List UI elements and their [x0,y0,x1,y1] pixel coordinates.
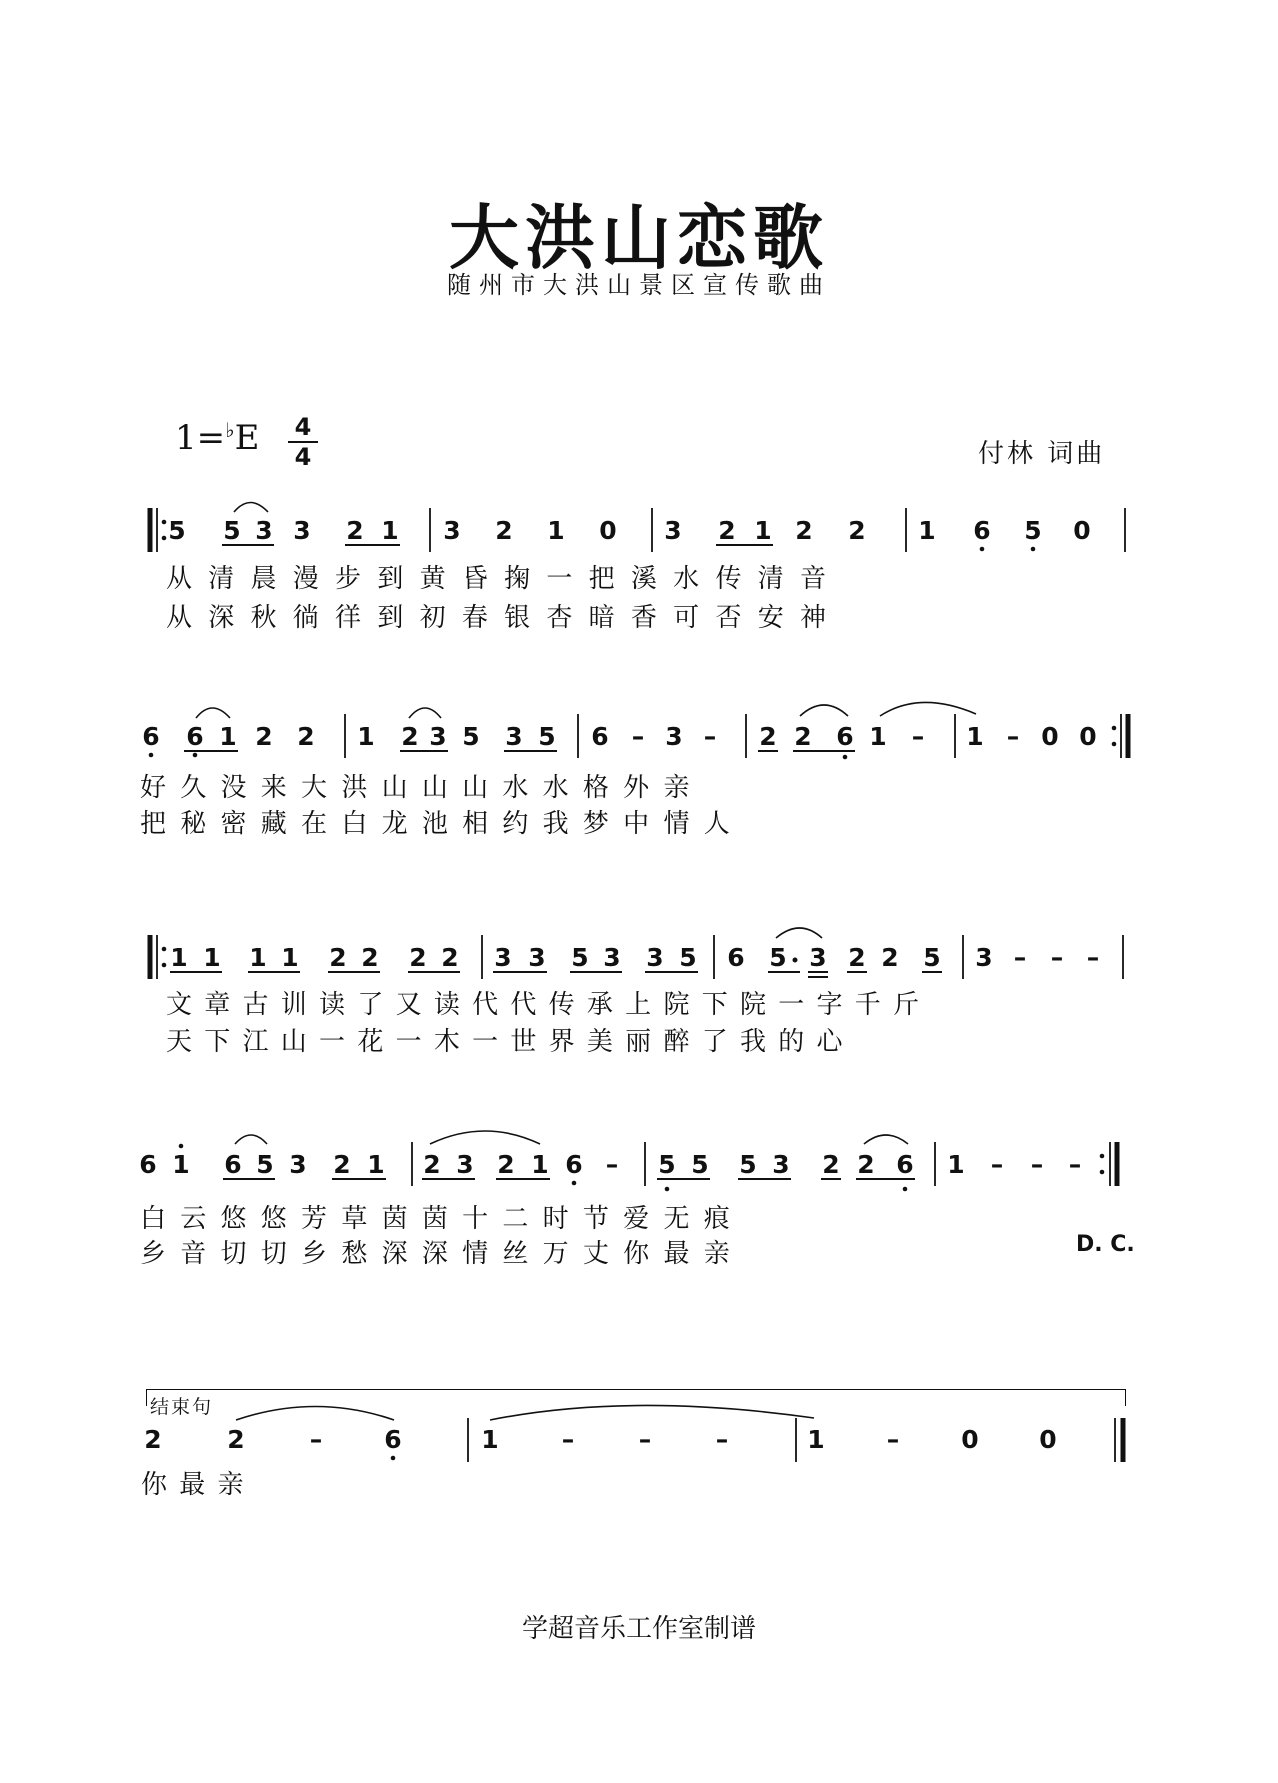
note: – [715,1425,729,1454]
key-note: E [234,418,260,458]
composer-credit: 付林 词曲 [978,439,1106,469]
note: 3 [975,943,993,972]
note: 1 [807,1425,825,1454]
lyric-line: 乡 音 切 切 乡 愁 深 深 情 丝 万 丈 你 最 亲 [140,1239,733,1269]
note: 2 [255,722,273,751]
note: 6 [896,1150,914,1179]
note: 5 [571,943,589,972]
note: 3 [603,943,621,972]
note: 6 [142,722,160,751]
note: 5 [256,1150,274,1179]
slur [235,1135,267,1144]
note: 1 [367,1150,385,1179]
repeat-dot [162,520,167,525]
system-2-notes [142,702,1128,759]
note: 3 [665,722,683,751]
lyric-line: 天 下 江 山 一 花 一 木 一 世 界 美 丽 醉 了 我 的 心 [166,1027,845,1057]
note: 5 [462,722,480,751]
da-capo-mark: D. C. [1076,1232,1135,1257]
slur [236,1407,394,1421]
low-octave-dot [843,755,848,760]
low-octave-dot [980,547,985,552]
lyric-line: 白 云 悠 悠 芳 草 茵 茵 十 二 时 节 爱 无 痕 [140,1204,733,1234]
note: 1 [481,1425,499,1454]
note: 2 [144,1425,162,1454]
time-signature-top: 4 [294,413,312,441]
note: 2 [423,1150,441,1179]
note: 5 [923,943,941,972]
repeat-dot [162,947,167,952]
note: 1 [203,943,221,972]
system-3-notes [150,928,1123,979]
note: 6 [224,1150,242,1179]
system-4-notes [139,1131,1117,1191]
note: 6 [565,1150,583,1179]
note: 3 [443,516,461,545]
note: – [638,1425,652,1454]
note: 1 [170,943,188,972]
note: 2 [497,1150,515,1179]
slur [196,708,230,718]
note: 1 [381,516,399,545]
note: 2 [795,516,813,545]
note: 6 [186,722,204,751]
low-octave-dot [149,753,154,758]
note: 3 [293,516,311,545]
note: 0 [1041,722,1059,751]
note: 5 [1024,516,1042,545]
slur [430,1131,540,1144]
low-octave-dot [391,1456,396,1461]
note: 1 [869,722,887,751]
note: 2 [718,516,736,545]
note: 2 [759,722,777,751]
note: 2 [227,1425,245,1454]
ending-notes [144,1405,1123,1462]
note: 0 [1073,516,1091,545]
note: 1 [531,1150,549,1179]
tie [490,1405,814,1420]
note: 2 [848,516,866,545]
note: – [309,1425,323,1454]
low-octave-dot [193,753,198,758]
note: – [911,722,925,751]
note: 5 [769,943,787,972]
note: – [605,1150,619,1179]
note: 2 [297,722,315,751]
slur [864,1135,908,1144]
note: 3 [429,722,447,751]
tie [880,702,976,716]
note: 2 [857,1150,875,1179]
low-octave-dot [903,1187,908,1192]
slur [234,503,268,513]
note: 6 [973,516,991,545]
note: – [990,1150,1004,1179]
note: 1 [754,516,772,545]
note: – [886,1425,900,1454]
note: 2 [329,943,347,972]
note: 1 [947,1150,965,1179]
high-octave-dot [179,1144,184,1149]
note: 3 [772,1150,790,1179]
flat-icon: ♭ [225,418,235,442]
augmentation-dot [793,958,798,963]
lyric-line: 从 清 晨 漫 步 到 黄 昏 掬 一 把 溪 水 传 清 音 [166,564,830,594]
note: 1 [172,1150,190,1179]
key-equals: = [196,418,226,458]
note: 2 [409,943,427,972]
note: 5 [538,722,556,751]
low-octave-dot [665,1187,670,1192]
note: 3 [289,1150,307,1179]
note: 2 [441,943,459,972]
note: 3 [528,943,546,972]
note: 3 [664,516,682,545]
note: 2 [881,943,899,972]
note: – [1030,1150,1044,1179]
slur [776,928,822,938]
note: – [1050,943,1064,972]
note: 1 [281,943,299,972]
note: 6 [384,1425,402,1454]
note: 5 [658,1150,676,1179]
slur [409,708,441,718]
repeat-dot [162,963,167,968]
song-title: 大洪山恋歌 [449,197,829,279]
note: – [1013,943,1027,972]
repeat-dot [1100,1170,1105,1175]
note: 0 [961,1425,979,1454]
note: 2 [401,722,419,751]
note: 0 [599,516,617,545]
footer-credit: 学超音乐工作室制谱 [521,1614,756,1644]
note: 6 [836,722,854,751]
note: 5 [691,1150,709,1179]
note: 0 [1079,722,1097,751]
note: 6 [727,943,745,972]
note: 5 [679,943,697,972]
note: 3 [456,1150,474,1179]
repeat-dot [1112,742,1117,747]
note: 1 [357,722,375,751]
note: 3 [255,516,273,545]
note: – [561,1425,575,1454]
low-octave-dot [1031,547,1036,552]
note: 6 [139,1150,157,1179]
note: 3 [494,943,512,972]
note: – [1068,1150,1082,1179]
note: 1 [219,722,237,751]
repeat-dot [162,536,167,541]
note: 1 [966,722,984,751]
slur [800,705,848,716]
lyric-line: 你 最 亲 [141,1470,246,1500]
ending-label: 结束句 [150,1396,214,1418]
note: 2 [848,943,866,972]
repeat-dot [1112,726,1117,731]
note: 3 [505,722,523,751]
note: 0 [1039,1425,1057,1454]
lyric-line: 好 久 没 来 大 洪 山 山 山 水 水 格 外 亲 [140,773,693,803]
note: 6 [591,722,609,751]
note: 2 [822,1150,840,1179]
lyric-line: 从 深 秋 徜 徉 到 初 春 银 杏 暗 香 可 否 安 神 [166,603,830,633]
note: 2 [361,943,379,972]
low-octave-dot [572,1181,577,1186]
note: 3 [646,943,664,972]
note: 2 [333,1150,351,1179]
lyric-line: 把 秘 密 藏 在 白 龙 池 相 约 我 梦 中 情 人 [140,809,733,839]
note: 5 [223,516,241,545]
note: 1 [547,516,565,545]
note: – [1086,943,1100,972]
repeat-dot [1100,1154,1105,1159]
note: 5 [739,1150,757,1179]
key-one: 1 [175,418,197,458]
note: 1 [918,516,936,545]
lyric-line: 文 章 古 训 读 了 又 读 代 代 传 承 上 院 下 院 一 字 千 斤 [166,990,922,1020]
note: 3 [809,943,827,972]
time-signature-bottom: 4 [294,443,312,471]
note: – [703,722,717,751]
note: 2 [495,516,513,545]
note: 2 [346,516,364,545]
song-subtitle: 随州市大洪山景区宣传歌曲 [447,271,831,299]
note: 5 [168,516,186,545]
note: 2 [794,722,812,751]
note: – [631,722,645,751]
system-1-notes [150,503,1125,553]
note: – [1006,722,1020,751]
ending-bracket [146,1389,1126,1406]
note: 1 [249,943,267,972]
